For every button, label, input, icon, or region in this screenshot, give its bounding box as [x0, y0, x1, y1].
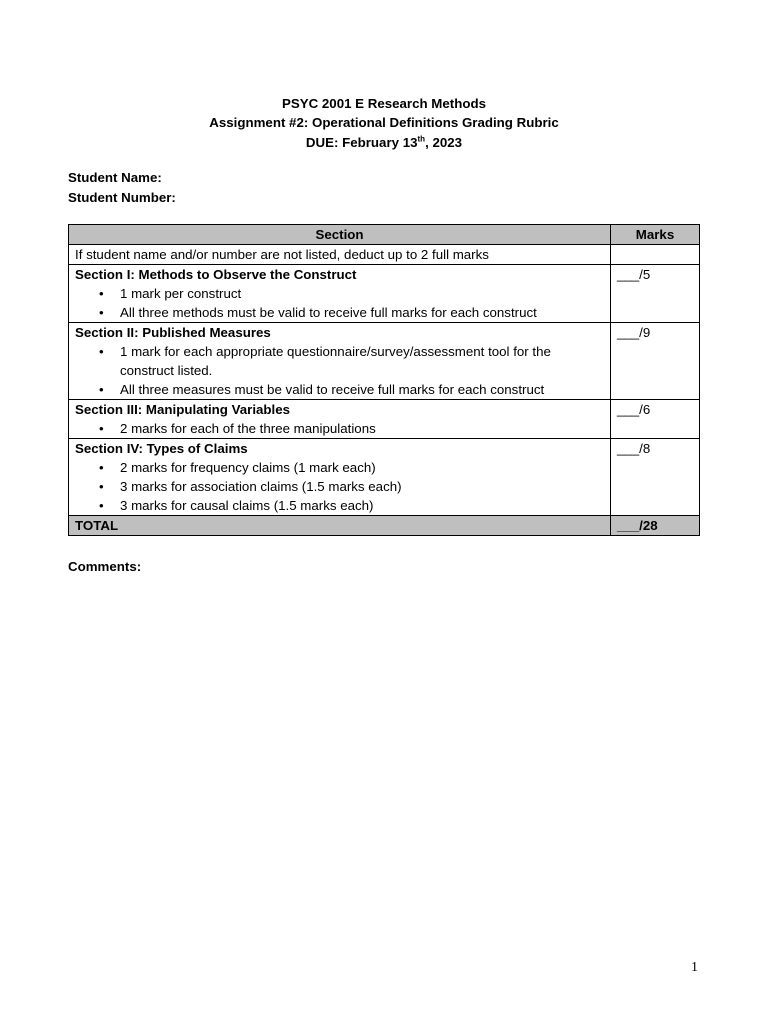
bullet-list [75, 419, 604, 438]
due-date [0, 133, 768, 152]
student-name-label: Student Name: [68, 170, 162, 185]
due-date-prefix: DUE: February 13 [305, 134, 418, 150]
marks-cell: ___/9 [611, 323, 700, 400]
marks-cell: ___/6 [611, 400, 700, 439]
bullet-list [75, 342, 604, 399]
section-cell [69, 265, 611, 323]
due-date-superscript: th [417, 134, 426, 144]
marks-cell: ___/8 [611, 439, 700, 516]
deduct-note: If student name and/or number are not listed, deduct up to 2 full marks [69, 245, 611, 265]
total-marks: ___/28 [611, 516, 700, 536]
deduct-note-row [69, 245, 700, 265]
list-item: • 2 marks for frequency claims (1 mark each) [75, 458, 604, 477]
section-cell [69, 323, 611, 400]
table-row [69, 265, 700, 323]
table-row [69, 439, 700, 516]
section-cell [69, 400, 611, 439]
marks-cell: ___/5 [611, 265, 700, 323]
list-item: • 3 marks for causal claims (1.5 marks each) [75, 496, 604, 515]
bullet-list [75, 458, 604, 515]
table-row [69, 323, 700, 400]
section-title: Section III: Manipulating Variables [75, 402, 291, 417]
total-label: TOTAL [69, 516, 611, 536]
table-row [69, 400, 700, 439]
course-title: PSYC 2001 E Research Methods [282, 96, 486, 111]
section-cell [69, 439, 611, 516]
total-row [69, 516, 700, 536]
list-item: • All three measures must be valid to receive full marks for each construct [75, 380, 604, 399]
list-item: • All three methods must be valid to receive full marks for each construct [75, 303, 604, 322]
section-title: Section II: Published Measures [75, 325, 271, 340]
student-info [68, 168, 176, 208]
student-number-label: Student Number: [68, 190, 176, 205]
list-item: • 3 marks for association claims (1.5 marks each) [75, 477, 604, 496]
grading-rubric-table [68, 224, 700, 536]
section-title: Section I: Methods to Observe the Construct [75, 267, 357, 282]
deduct-note-marks [611, 245, 700, 265]
list-item: • 1 mark per construct [75, 284, 604, 303]
section-column-header: Section [69, 225, 611, 245]
document-header [0, 94, 768, 152]
list-item: • 1 mark for each appropriate questionnaire/survey/assessment tool for the construct listed. [75, 342, 604, 380]
section-title: Section IV: Types of Claims [75, 441, 248, 456]
due-date-suffix: , 2023 [425, 134, 463, 150]
list-item: • 2 marks for each of the three manipulations [75, 419, 604, 438]
page-number: 1 [691, 960, 698, 975]
comments-label: Comments: [68, 559, 142, 574]
marks-column-header: Marks [611, 225, 700, 245]
assignment-title: Assignment #2: Operational Definitions Grading Rubric [209, 115, 559, 131]
table-header-row [69, 225, 700, 245]
bullet-list [75, 284, 604, 322]
